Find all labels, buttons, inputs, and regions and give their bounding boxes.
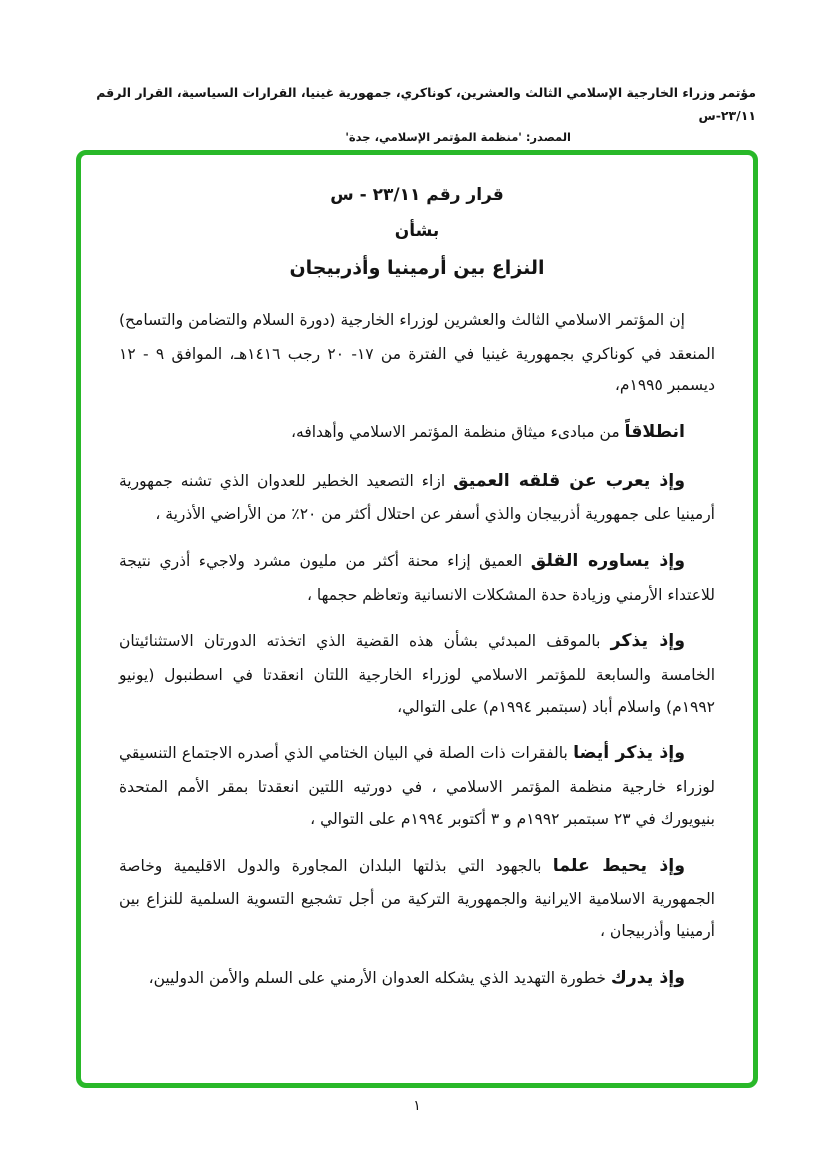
paragraph-lead: وإذ يساوره القلق [530, 551, 685, 572]
paragraph-lead: وإذ يعرب عن قلقه العميق [453, 470, 685, 491]
paragraph-lead: وإذ يدرك [610, 967, 685, 988]
document-header [55, 82, 756, 148]
page-number: ١ [413, 1098, 421, 1114]
resolution-subject-title: النزاع بين أرمينيا وأذربيجان [289, 257, 545, 279]
paragraph-lead: وإذ يحيط علما [552, 855, 685, 876]
paragraph-clause [119, 624, 715, 723]
paragraph-clause [119, 464, 715, 531]
resolution-box [76, 150, 758, 1088]
paragraph-lead: وإذ يذكر أيضا [573, 743, 685, 764]
paragraph-text: ازاء التصعيد الخطير للعدوان الذي تشنه جمهورية أرمينيا على جمهورية أذربيجان والذي أسفر عن احتلال أكثر من ٢٠٪ من الأراضي الأذرية ، [119, 471, 715, 524]
header-source-line: المصدر: 'منظمة المؤتمر الإسلامي، جدة' [345, 130, 571, 144]
paragraph-text: بالجهود التي بذلتها البلدان المجاورة والدول الاقليمية وخاصة الجمهورية الاسلامية الايرانية والجمهورية التركية من أجل تشجيع التسوية السلمية للنزاع بين أرمينيا وأذربيجان ، [119, 856, 715, 940]
resolution-number-title: قرار رقم ٢٣/١١ - س [330, 185, 504, 205]
paragraph-clause [119, 415, 715, 451]
paragraph-clause [119, 736, 715, 835]
paragraph-clause [119, 849, 715, 948]
paragraph-lead: وإذ يذكر [610, 631, 685, 652]
paragraph-preamble [119, 303, 715, 402]
paragraph-clause [119, 544, 715, 611]
paragraph-clause [119, 961, 715, 997]
header-citation-line: مؤتمر وزراء الخارجية الإسلامي الثالث والعشرين، كوناكري، جمهورية غينيا، القرارات السياسية، القرار الرقم ٢٣/١١-س [96, 85, 756, 123]
resolution-subject-word: بشأن [394, 221, 440, 241]
paragraph-text: إن المؤتمر الاسلامي الثالث والعشرين لوزراء الخارجية (دورة السلام والتضامن والتسامح) المنعقد في كوناكري بجمهورية غينيا في الفترة من ١٧- ٢٠ رجب ١٤١٦هـ، الموافق ٩ - ١٢ ديسمبر ١٩٩٥م، [119, 311, 716, 395]
paragraph-text: بالموقف المبدئي بشأن هذه القضية الذي اتخذته الدورتان الاستثنائيتان الخامسة والسابعة للمؤتمر الاسلامي لوزراء الخارجية اللتان انعقدتا في اسطنبول (يونيو ١٩٩٢م) واسلام أباد (سبتمبر ١٩٩٤م) على التوالي، [119, 632, 715, 716]
paragraph-text: خطورة التهديد الذي يشكله العدوان الأرمني على السلم والأمن الدوليين، [148, 968, 611, 987]
paragraph-lead: انطلاقاً [624, 422, 685, 443]
paragraph-text: بالفقرات ذات الصلة في البيان الختامي الذي أصدره الاجتماع التنسيقي لوزراء خارجية منظمة المؤتمر الاسلامي ، في دورتيه اللتين انعقدتا بمقر الأمم المتحدة بنيويورك في ٢٣ سبتمبر ١٩٩٢م و ٣ أكتوبر ١٩٩٤م على التوالي ، [119, 744, 715, 828]
paragraph-text: من مبادىء ميثاق منظمة المؤتمر الاسلامي وأهدافه، [291, 423, 625, 442]
paragraph-text: العميق إزاء محنة أكثر من مليون مشرد ولاجيء أذري نتيجة للاعتداء الأرمني وزيادة حدة المشكلات الانسانية وتعاظم حجمها ، [119, 552, 715, 604]
